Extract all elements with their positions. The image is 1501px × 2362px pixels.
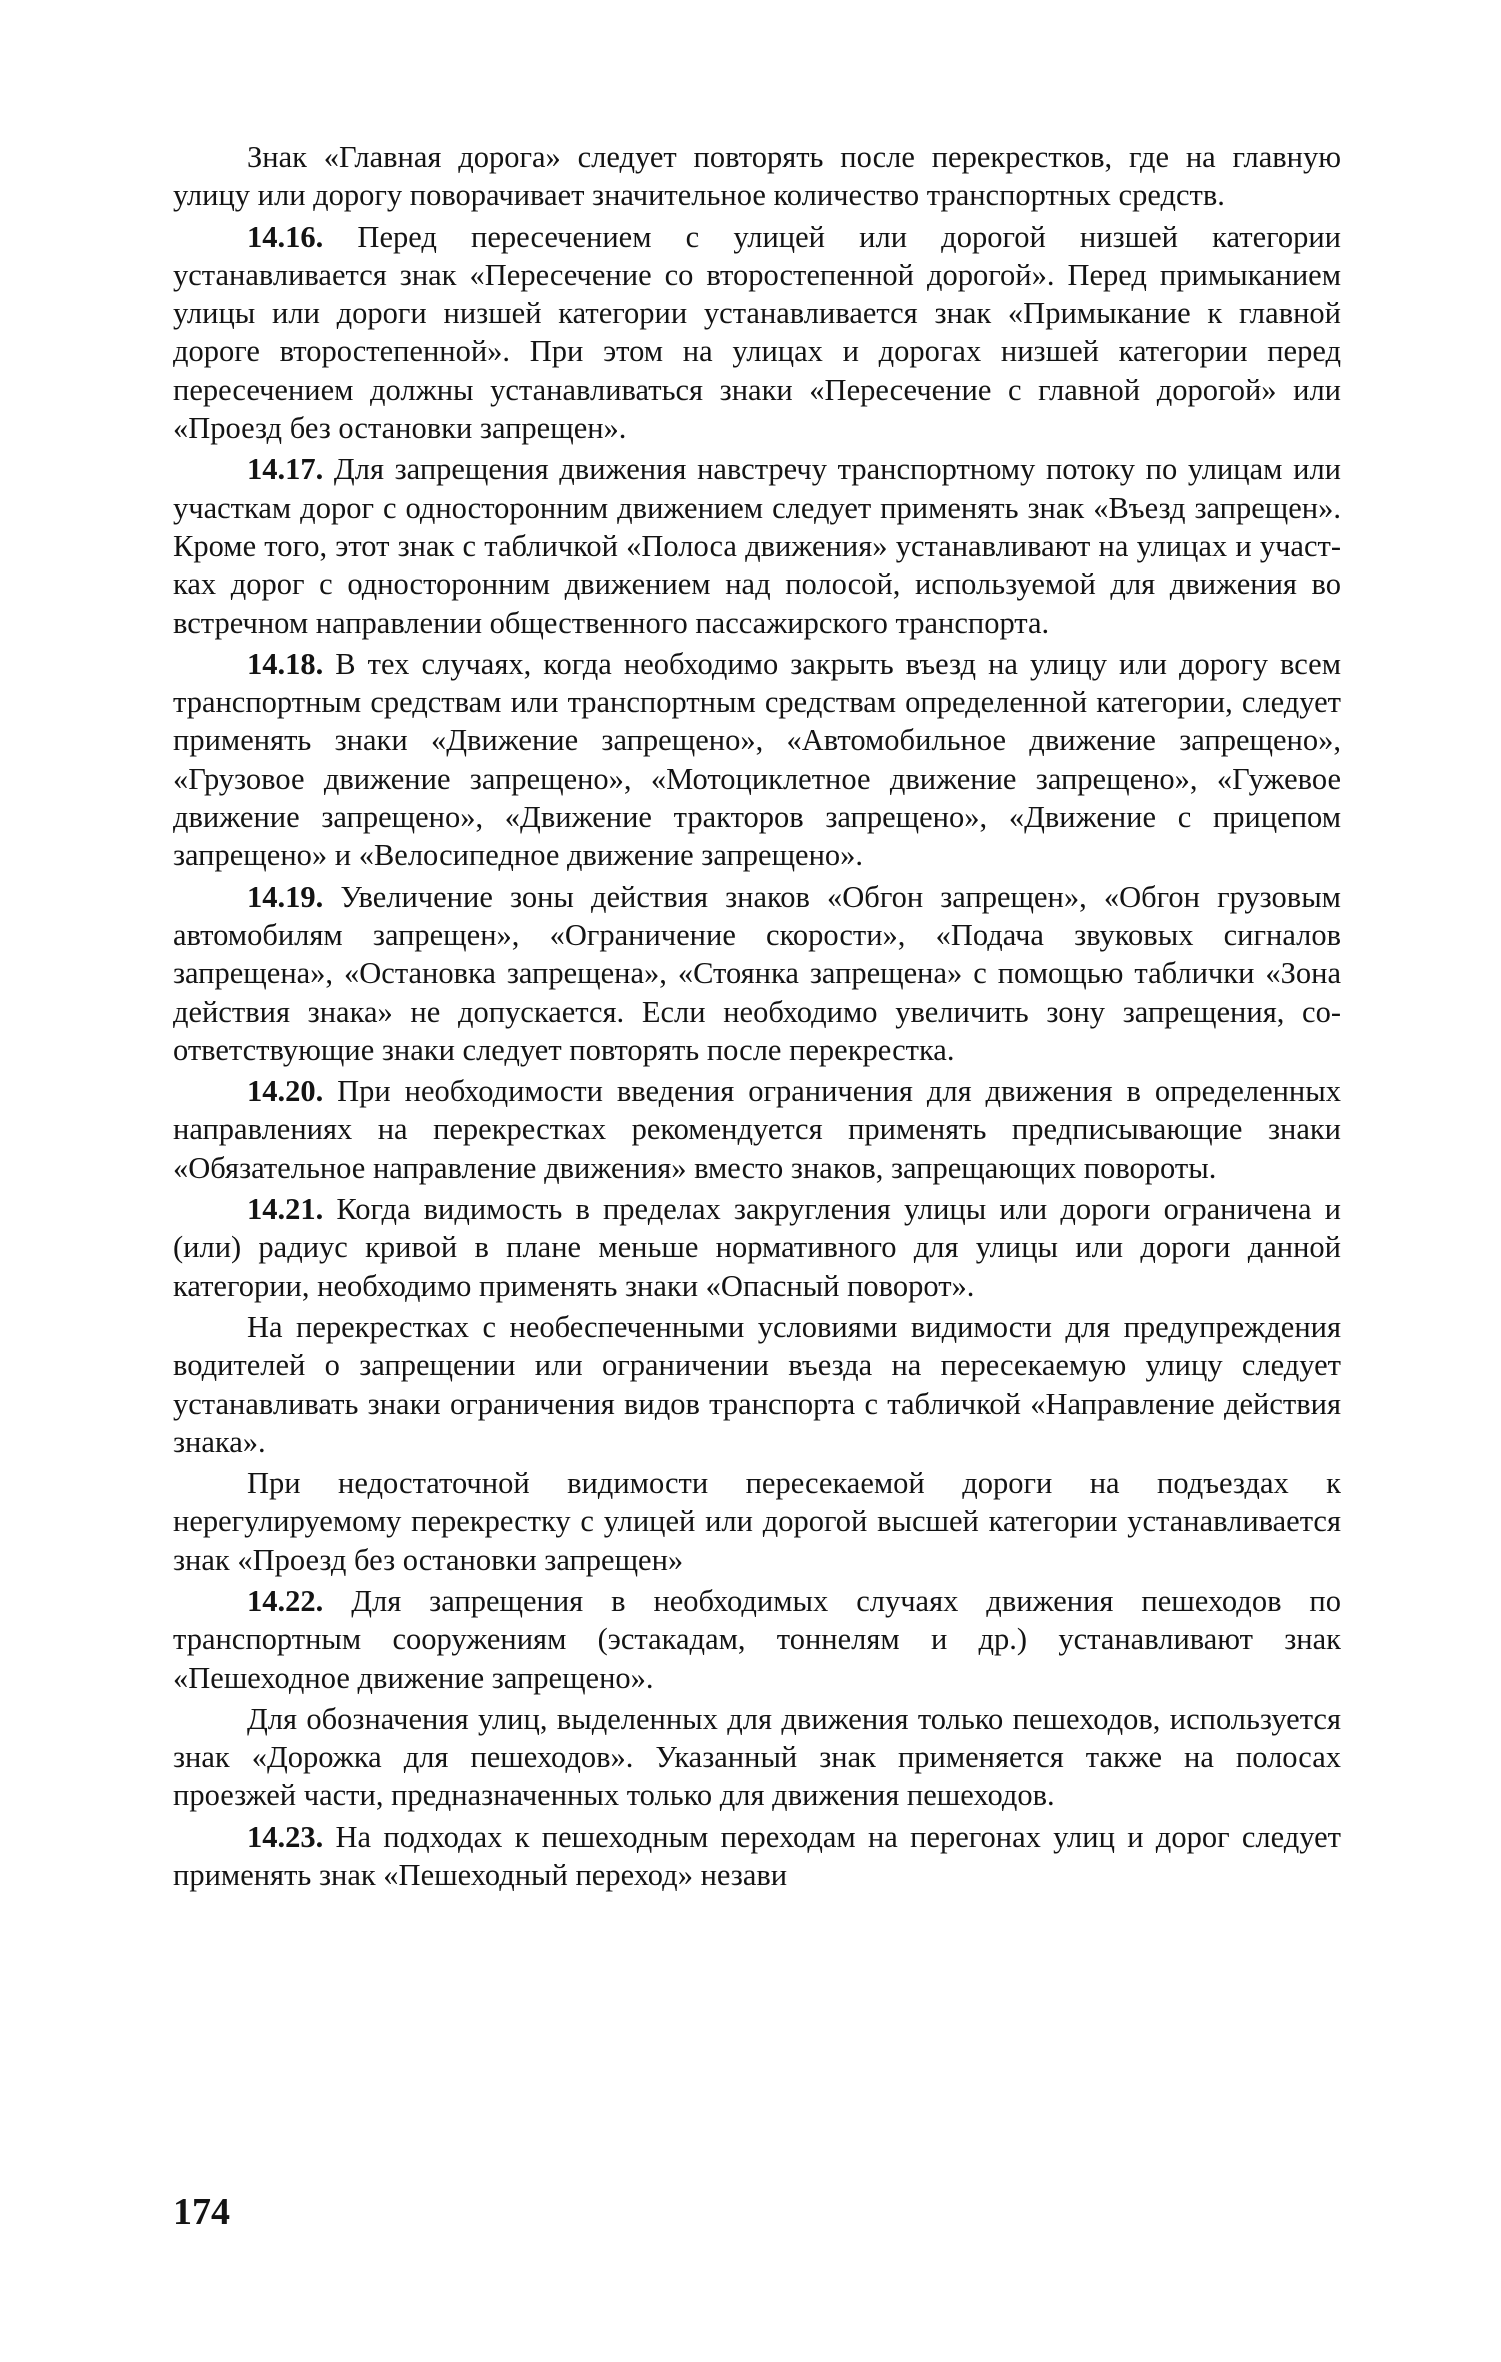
paragraph-number: 14.17. bbox=[247, 452, 324, 487]
paragraph-text: Когда видимость в пределах закругления улицы или дороги ограничена и (или) радиус кривой в плане меньше нормативного для улицы или дороги данной категории, необходимо применять знаки «Опасный поворот». bbox=[173, 1192, 1341, 1303]
paragraph-number: 14.18. bbox=[247, 646, 324, 681]
page-number: 174 bbox=[173, 2191, 230, 2233]
paragraph-text: Увеличение зоны действия знаков «Обгон запрещен», «Обгон грузовым автомобилям запрещен», «Ограничение скорости», «Подача звуковых сигналов запрещена», «Остановка запрещена», «Стоянка запрещена» с помощью таблички «Зона действия знака» не допускается. Если необходимо увеличить зону запрещения, соответствующие знаки следует повторять после перекрестка. bbox=[173, 879, 1341, 1067]
paragraph-number: 14.23. bbox=[247, 1819, 324, 1854]
paragraph-14-21-b bbox=[173, 1308, 1341, 1461]
paragraph-14-17 bbox=[173, 450, 1341, 641]
paragraph-14-22 bbox=[173, 1582, 1341, 1697]
paragraph-text: Для запрещения движения навстречу транспортному потоку по улицам или участкам дорог с односторонним движением следует применять знак «Въезд запрещен». Кроме того, этот знак с табличкой «Полоса движения» устанавливают на улицах и участках дорог с односторонним движением над полосой, используемой для движения во встречном направлении общественного пассажирского транспорта. bbox=[173, 452, 1341, 640]
page-body bbox=[173, 138, 1341, 1894]
paragraph-number: 14.19. bbox=[247, 879, 324, 914]
paragraph-number: 14.22. bbox=[247, 1583, 324, 1618]
paragraph-text: Знак «Главная дорога» следует повторять после перекрестков, где на главную улицу или дорогу поворачивает значительное количество транспортных средств. bbox=[173, 140, 1341, 213]
paragraph-14-20 bbox=[173, 1072, 1341, 1187]
paragraph-0 bbox=[173, 138, 1341, 215]
paragraph-14-21 bbox=[173, 1190, 1341, 1305]
paragraph-text: В тех случаях, когда необходимо закрыть въезд на улицу или дорогу всем транспортным средствам или транспортным средствам определенной категории, следует применять знаки «Движение запрещено», «Автомобильное движение запрещено», «Грузовое движение запрещено», «Мотоциклетное движение запрещено», «Гужевое движение запрещено», «Движение тракторов запрещено», «Движение с прицепом запрещено» и «Велосипедное движение запрещено». bbox=[173, 646, 1341, 873]
paragraph-text: Перед пересечением с улицей или дорогой низшей категории устанавливается знак «Пересечение со второстепенной дорогой». Перед примыканием улицы или дороги низшей категории устанавливается знак «Примыкание к главной дороге второстепенной». При этом на улицах и дорогах низшей категории перед пересечением должны устанавливаться знаки «Пересечение с главной дорогой» или «Проезд без остановки запрещен». bbox=[173, 219, 1341, 446]
paragraph-text: На подходах к пешеходным переходам на перегонах улиц и дорог следует применять знак «Пешеходный переход» незави bbox=[173, 1819, 1341, 1893]
paragraph-text: При недостаточной видимости пересекаемой дороги на подъездах к нерегулируемому перекрестку с улицей или дорогой высшей категории устанавливается знак «Проезд без остановки запрещен» bbox=[173, 1466, 1341, 1577]
paragraph-text: На перекрестках с необеспеченными условиями видимости для предупреждения водителей о запрещении или ограничении въезда на пересекаемую улицу следует устанавливать знаки ограничения видов транспорта с табличкой «Направление действия знака». bbox=[173, 1309, 1341, 1459]
paragraph-text: При необходимости введения ограничения для движения в определенных направлениях на перекрестках рекомендуется применять предписывающие знаки «Обязательное направление движения» вместо знаков, запрещающих повороты. bbox=[173, 1074, 1341, 1185]
paragraph-text: Для запрещения в необходимых случаях движения пешеходов по транспортным сооружениям (эстакадам, тоннелям и др.) устанавливают знак «Пешеходное движение запрещено». bbox=[173, 1583, 1341, 1695]
paragraph-14-21-c bbox=[173, 1464, 1341, 1579]
paragraph-number: 14.20. bbox=[247, 1074, 324, 1109]
paragraph-number: 14.21. bbox=[247, 1192, 324, 1227]
paragraph-14-23 bbox=[173, 1818, 1341, 1895]
paragraph-number: 14.16. bbox=[247, 219, 324, 254]
paragraph-text: Для обозначения улиц, выделенных для движения только пешеходов, используется знак «Дорожка для пешеходов». Указанный знак применяется также на полосах проезжей части, предназначенных только для движения пешеходов. bbox=[173, 1701, 1341, 1813]
paragraph-14-22-b bbox=[173, 1700, 1341, 1815]
paragraph-14-19 bbox=[173, 878, 1341, 1069]
paragraph-14-16 bbox=[173, 218, 1341, 448]
paragraph-14-18 bbox=[173, 645, 1341, 875]
